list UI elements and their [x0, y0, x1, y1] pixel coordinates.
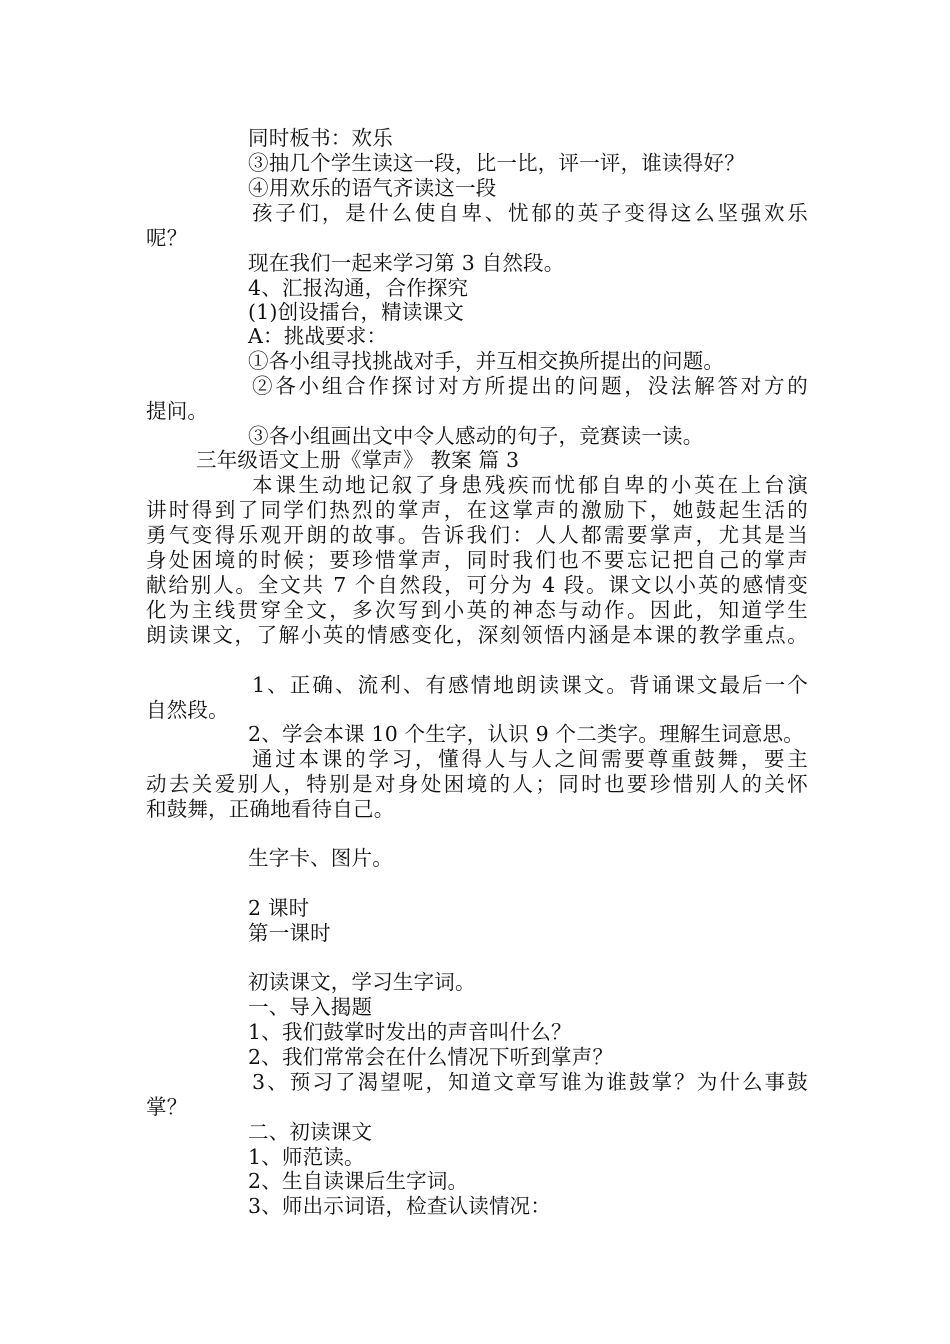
text-line: 二、初读课文 [248, 1120, 373, 1144]
text-line: 现在我们一起来学习第 3 自然段。 [248, 251, 565, 275]
text-line: ③抽几个学生读这一段，比一比，评一评，谁读得好？ [248, 151, 745, 175]
text-line: 和鼓舞，正确地看待自己。 [146, 797, 395, 821]
text-line: 2、我们常常会在什么情况下听到掌声？ [248, 1045, 614, 1069]
text-line: 通过本课的学习，懂得人与人之间需要尊重鼓舞，要主 [252, 747, 808, 771]
text-line: (1)创设擂台，精读课文 [248, 300, 464, 324]
text-line: 呢？ [146, 226, 188, 250]
text-line: 第一课时 [248, 921, 331, 945]
text-line: 2 课时 [248, 896, 310, 920]
text-line: 2、生自读课后生字词。 [248, 1169, 469, 1193]
text-line: ②各小组合作探讨对方所提出的问题，没法解答对方的 [252, 374, 808, 398]
text-line: 2、学会本课 10 个生字，认识 9 个二类字。理解生词意思。 [248, 722, 804, 746]
section-heading: 三年级语文上册《掌声》 教案 篇 3 [196, 448, 520, 472]
text-line: 献给别人。全文共 7 个自然段，可分为 4 段。课文以小英的感情变 [146, 573, 808, 597]
text-line: 一、导入揭题 [248, 995, 373, 1019]
text-line: 1、我们鼓掌时发出的声音叫什么？ [248, 1020, 572, 1044]
text-line: 初读课文，学习生字词。 [248, 970, 476, 994]
text-line: 孩子们，是什么使自卑、忧郁的英子变得这么坚强欢乐 [252, 201, 808, 225]
text-line: ①各小组寻找挑战对手，并互相交换所提出的问题。 [248, 349, 725, 373]
text-line: 勇气变得乐观开朗的故事。告诉我们：人人都需要掌声，尤其是当 [146, 523, 808, 547]
text-line: 朗读课文，了解小英的情感变化，深刻领悟内涵是本课的教学重点。 [146, 623, 808, 647]
text-line: 讲时得到了同学们热烈的掌声，在这掌声的激励下，她鼓起生活的 [146, 498, 808, 522]
text-line: 1、师范读。 [248, 1145, 365, 1169]
text-line: 本课生动地记叙了身患残疾而忧郁自卑的小英在上台演 [252, 473, 808, 497]
text-line: ④用欢乐的语气齐读这一段 [248, 176, 497, 200]
text-line: 身处困境的时候；要珍惜掌声，同时我们也不要忘记把自己的掌声 [146, 548, 808, 572]
text-line: 生字卡、图片。 [248, 846, 393, 870]
text-line: ③各小组画出文中令人感动的句子，竞赛读一读。 [248, 424, 704, 448]
text-line: 3、师出示词语，检查认读情况： [248, 1194, 552, 1218]
text-line: 4、汇报沟通，合作探究 [248, 276, 469, 300]
text-line: A：挑战要求： [248, 324, 388, 348]
text-line: 提问。 [146, 399, 209, 423]
text-line: 同时板书：欢乐 [248, 126, 393, 150]
text-line: 3、预习了渴望呢，知道文章写谁为谁鼓掌？为什么事鼓 [252, 1070, 808, 1094]
text-line: 化为主线贯穿全文，多次写到小英的神态与动作。因此，知道学生 [146, 598, 808, 622]
text-line: 自然段。 [146, 698, 229, 722]
text-line: 1、正确、流利、有感情地朗读课文。背诵课文最后一个 [252, 673, 808, 697]
text-line: 掌？ [146, 1095, 188, 1119]
text-line: 动去关爱别人，特别是对身处困境的人；同时也要珍惜别人的关怀 [146, 772, 808, 796]
